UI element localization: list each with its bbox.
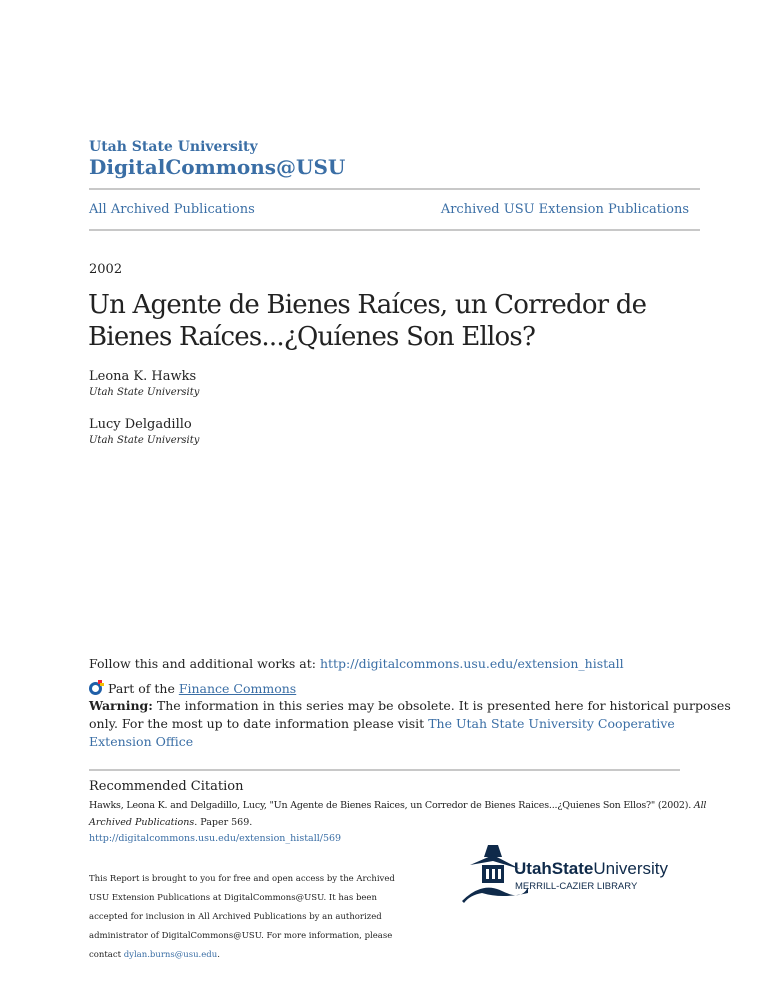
follow-line: [89, 656, 624, 671]
extension-office-link-cont[interactable]: Extension Office: [89, 734, 194, 749]
citation-series: All: [693, 800, 707, 811]
part-of-line: [89, 680, 296, 696]
footer-line: accepted for inclusion in All Archived Publications by an authorized: [89, 912, 382, 922]
citation-series: Archived Publications.: [89, 817, 198, 828]
footer-text: [89, 870, 395, 965]
citation-paper: Paper 569.: [197, 817, 253, 828]
warning-line-2: [89, 716, 675, 731]
extension-office-link[interactable]: The Utah State University Cooperative: [428, 716, 675, 731]
institution-name: Utah State University: [89, 139, 258, 155]
all-archived-publications-link[interactable]: All Archived Publications: [89, 202, 255, 217]
divider: [89, 229, 700, 231]
warning-line-1: [89, 698, 731, 713]
footer-text: .: [217, 950, 220, 960]
follow-text: Follow this and additional works at:: [89, 656, 320, 671]
warning-text: only. For the most up to date information please visit: [89, 716, 429, 731]
commons-network-icon: [89, 680, 104, 695]
title-line-1: Un Agente de Bienes Raíces, un Corredor de: [88, 290, 647, 320]
footer-line: administrator of DigitalCommons@USU. For more information, please: [89, 931, 393, 941]
warning-text: The information in this series may be obsolete. It is presented here for historical purposes: [152, 698, 731, 713]
email-link[interactable]: dylan.burns@usu.edu: [123, 950, 218, 960]
author-affiliation: Utah State University: [89, 387, 200, 398]
author-affiliation: Utah State University: [89, 435, 200, 446]
footer-text: contact: [89, 950, 124, 960]
year: 2002: [89, 262, 123, 277]
footer-line: [89, 946, 395, 965]
footer-line: USU Extension Publications at DigitalCommons@USU. It has been: [89, 893, 377, 903]
usu-library-logo: [462, 843, 672, 907]
logo-name-light: University: [593, 859, 668, 878]
part-of-text: Part of the: [107, 681, 179, 696]
author-name: Leona K. Hawks: [89, 369, 197, 384]
citation-line-2: [89, 817, 252, 828]
collection-link[interactable]: http://digitalcommons.usu.edu/extension_histall: [319, 656, 624, 671]
citation-line-1: [89, 800, 706, 811]
author-name: Lucy Delgadillo: [89, 417, 192, 432]
divider: [89, 769, 680, 771]
footer-line: This Report is brought to you for free and open access by the Archived: [89, 874, 395, 884]
logo-wordmark: [514, 859, 668, 879]
citation-heading: Recommended Citation: [89, 779, 244, 794]
finance-commons-link[interactable]: Finance Commons: [178, 681, 297, 696]
title-line-2: Bienes Raíces...¿Quíenes Son Ellos?: [88, 322, 536, 352]
extension-publications-link[interactable]: Archived USU Extension Publications: [440, 202, 689, 217]
logo-library-name: MERRILL-CAZIER LIBRARY: [515, 881, 638, 892]
citation-url-link[interactable]: http://digitalcommons.usu.edu/extension_histall/569: [89, 833, 342, 844]
divider: [89, 188, 700, 190]
citation-text: Hawks, Leona K. and Delgadillo, Lucy, "Un Agente de Bienes Raices, un Corredor de Bienes Raices...¿Quienes Son Ellos?" (2002).: [89, 800, 694, 811]
warning-label: Warning:: [89, 698, 153, 713]
logo-name-bold: UtahState: [514, 859, 594, 878]
repository-name: DigitalCommons@USU: [89, 155, 346, 179]
